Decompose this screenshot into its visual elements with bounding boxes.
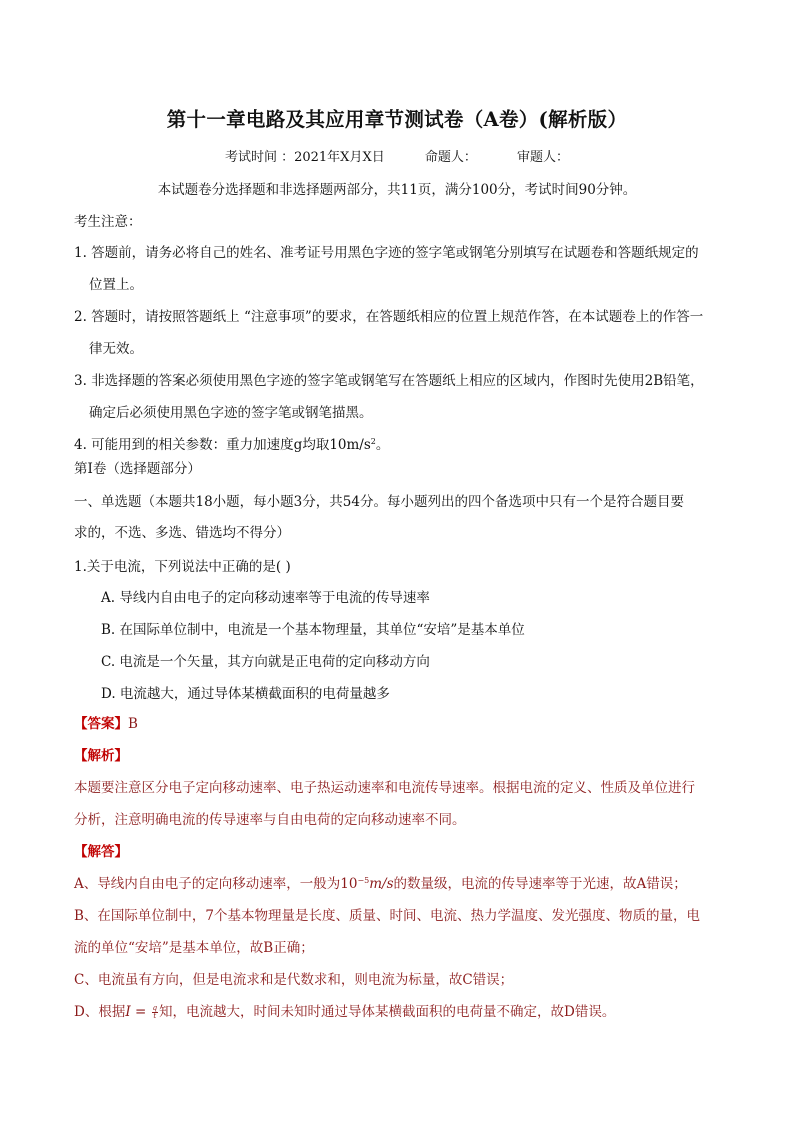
setter-label: 命题人： <box>424 150 477 165</box>
notice-item-4-sup: 2 <box>370 437 376 446</box>
option-c: C. 电流是一个矢量，其方向就是正电荷的定向移动方向 <box>101 654 430 670</box>
solution-label: 【解答】 <box>74 844 128 860</box>
option-d: D. 电流越大，通过导体某横截面积的电荷量越多 <box>101 686 390 702</box>
notice-heading: 考生注意： <box>74 214 142 230</box>
answer-value: B <box>128 716 138 732</box>
answer-label: 【答案】 <box>74 716 128 732</box>
solution-a-base: 10 <box>340 876 358 892</box>
solution-c: C、电流虽有方向，但是电流求和是代数求和，则电流为标量，故C错误； <box>74 972 514 988</box>
exam-meta <box>0 146 794 165</box>
exam-intro: 本试题卷分选择题和非选择题两部分，共11页，满分100分，考试时间90分钟。 <box>157 182 637 198</box>
solution-a <box>74 872 687 892</box>
section-heading: 一、单选题（本题共18小题，每小题3分，共54分。每小题列出的四个备选项中只有一个是符合题目要 <box>74 494 684 510</box>
solution-a-exp: −5 <box>357 876 370 885</box>
question-stem: 1.关于电流，下列说法中正确的是( ) <box>74 559 291 575</box>
solution-d-lhs: I = <box>125 1004 151 1020</box>
solution-a-unit: m/s <box>369 876 394 892</box>
answer-line <box>74 712 138 732</box>
analysis-heading <box>74 744 128 764</box>
notice-item-4 <box>74 433 389 453</box>
solution-d-pre: D、根据 <box>74 1004 126 1020</box>
solution-a-post: 的数量级，电流的传导速率等于光速，故A错误； <box>393 876 687 892</box>
exam-time: 考试时间 ：2021年X月X日 <box>224 150 385 165</box>
option-a: A. 导线内自由电子的定向移动速率等于电流的传导速率 <box>101 590 430 606</box>
solution-d-post: 知，电流越大，时间未知时通过导体某横截面积的电荷量不确定，故D错误。 <box>159 1004 616 1020</box>
fraction-numerator: q <box>152 1004 158 1012</box>
analysis-text-1: 本题要注意区分电子定向移动速率、电子热运动速率和电流传导速率。根据电流的定义、性质及单位进行 <box>74 780 695 796</box>
solution-heading <box>74 840 128 860</box>
option-b: B. 在国际单位制中，电流是一个基本物理量，其单位“安培”是基本单位 <box>101 622 525 638</box>
solution-d <box>74 1000 615 1020</box>
solution-b-2: 流的单位“安培”是基本单位，故B正确； <box>74 940 314 956</box>
formula-fraction <box>152 1005 158 1020</box>
page-title: 第十一章电路及其应用章节测试卷（A卷）(解析版） <box>166 108 628 131</box>
notice-item-1-cont: 位置上。 <box>89 277 143 293</box>
analysis-label: 【解析】 <box>74 748 128 764</box>
solution-a-pre: A、导线内自由电子的定向移动速率，一般为 <box>74 876 341 892</box>
notice-item-4-tail: 。 <box>375 437 390 453</box>
notice-item-2-cont: 律无效。 <box>89 341 143 357</box>
notice-item-3-cont: 确定后必须使用黑色字迹的签字笔或钢笔描黑。 <box>89 405 373 421</box>
fraction-denominator: t <box>153 1012 157 1020</box>
notice-item-2: 2. 答题时，请按照答题纸上 “注意事项”的要求，在答题纸相应的位置上规范作答，在本试题卷上的作答一 <box>74 309 704 325</box>
notice-item-1: 1. 答题前，请务必将自己的姓名、准考证号用黑色字迹的签字笔或钢笔分别填写在试题卷和答题纸规定的 <box>74 245 699 261</box>
analysis-text-2: 分析，注意明确电流的传导速率与自由电荷的定向移动速率不同。 <box>74 812 466 828</box>
section-part: 第I卷（选择题部分） <box>74 461 201 477</box>
section-heading-cont: 求的，不选、多选、错选均不得分） <box>74 525 290 541</box>
notice-item-3: 3. 非选择题的答案必须使用黑色字迹的签字笔或钢笔写在答题纸上相应的区域内，作图时先使用2B铅笔， <box>74 373 704 389</box>
notice-item-4-text: 4. 可能用到的相关参数：重力加速度g均取10m/s <box>74 437 371 453</box>
reviewer-label: 审题人： <box>517 150 570 165</box>
solution-b-1: B、在国际单位制中，7个基本物理量是长度、质量、时间、电流、热力学温度、发光强度、物质的量，电 <box>74 908 701 924</box>
